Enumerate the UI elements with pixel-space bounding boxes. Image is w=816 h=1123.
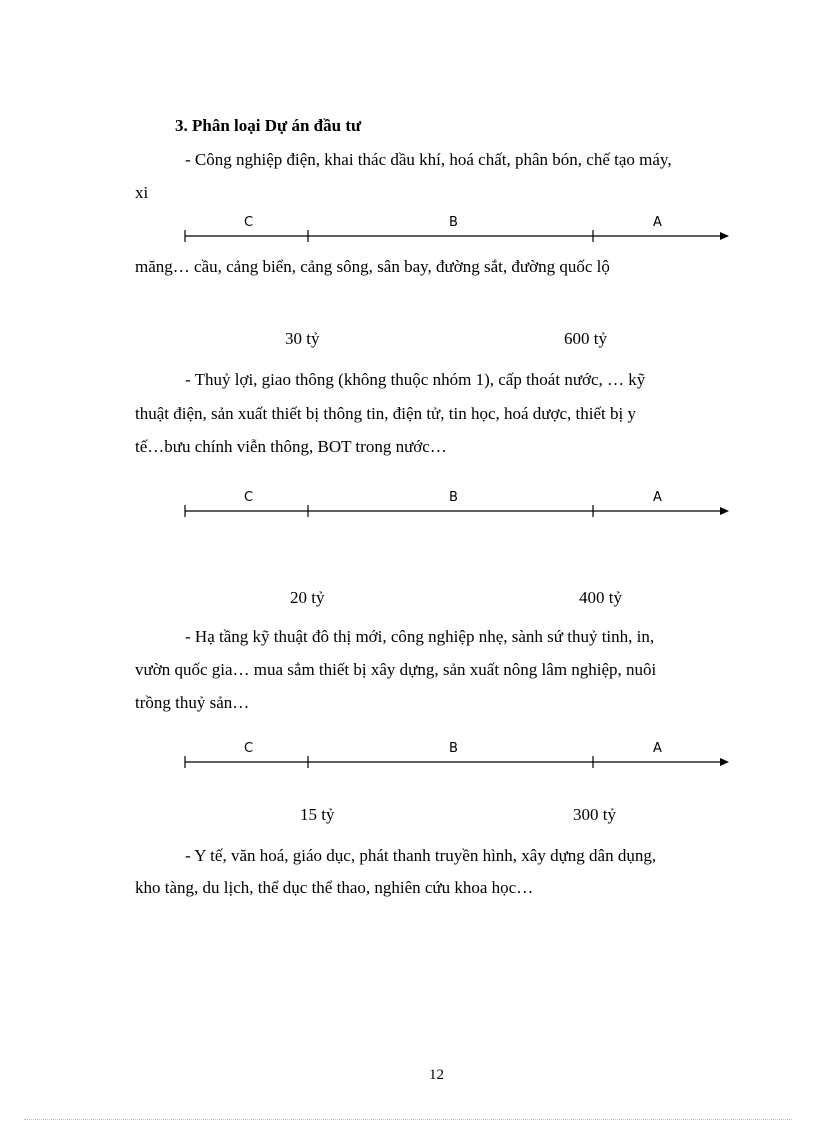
threshold-b-a: 600 tỷ xyxy=(564,329,607,348)
segment-label-c: C xyxy=(244,215,254,230)
paragraph-line: xi xyxy=(135,183,149,202)
paragraph-line: - Thuỷ lợi, giao thông (không thuộc nhóm 1), cấp thoát nước, … kỹ xyxy=(185,370,646,389)
paragraph-line: - Công nghiệp điện, khai thác dầu khí, hoá chất, phân bón, chế tạo máy, xyxy=(185,150,672,169)
classification-axis xyxy=(180,755,735,769)
threshold-b-a: 300 tỷ xyxy=(573,805,616,824)
paragraph-line: thuật điện, sản xuất thiết bị thông tin, điện tử, tin học, hoá dược, thiết bị y xyxy=(135,404,636,423)
threshold-b-a: 400 tỷ xyxy=(579,588,622,607)
classification-axis xyxy=(180,504,735,518)
classification-axis xyxy=(180,229,735,243)
axis-arrowhead xyxy=(720,507,729,515)
segment-label-b: B xyxy=(449,490,458,505)
paragraph-line: tế…bưu chính viễn thông, BOT trong nước… xyxy=(135,437,447,456)
paragraph-line: - Hạ tầng kỹ thuật đô thị mới, công nghiệp nhẹ, sành sứ thuỷ tinh, in, xyxy=(185,627,655,646)
segment-label-a: A xyxy=(653,215,662,230)
segment-label-b: B xyxy=(449,215,458,230)
paragraph-line: vườn quốc gia… mua sắm thiết bị xây dựng, sản xuất nông lâm nghiệp, nuôi xyxy=(135,660,657,679)
page-number: 12 xyxy=(429,1067,444,1083)
axis-arrowhead xyxy=(720,232,729,240)
segment-label-c: C xyxy=(244,741,254,756)
page-bottom-border xyxy=(24,1119,792,1120)
segment-label-a: A xyxy=(653,490,662,505)
segment-label-c: C xyxy=(244,490,254,505)
paragraph-line: măng… cầu, cảng biển, cảng sông, sân bay, đường sắt, đường quốc lộ xyxy=(135,257,610,276)
section-heading: 3. Phân loại Dự án đầu tư xyxy=(175,116,362,135)
paragraph-line: - Y tế, văn hoá, giáo dục, phát thanh truyền hình, xây dựng dân dụng, xyxy=(185,846,657,865)
threshold-c-b: 30 tỷ xyxy=(285,329,320,348)
paragraph-line: kho tàng, du lịch, thể dục thể thao, nghiên cứu khoa học… xyxy=(135,878,534,897)
threshold-c-b: 15 tỷ xyxy=(300,805,335,824)
paragraph-line: trồng thuỷ sản… xyxy=(135,693,250,712)
threshold-c-b: 20 tỷ xyxy=(290,588,325,607)
axis-arrowhead xyxy=(720,758,729,766)
segment-label-b: B xyxy=(449,741,458,756)
segment-label-a: A xyxy=(653,741,662,756)
